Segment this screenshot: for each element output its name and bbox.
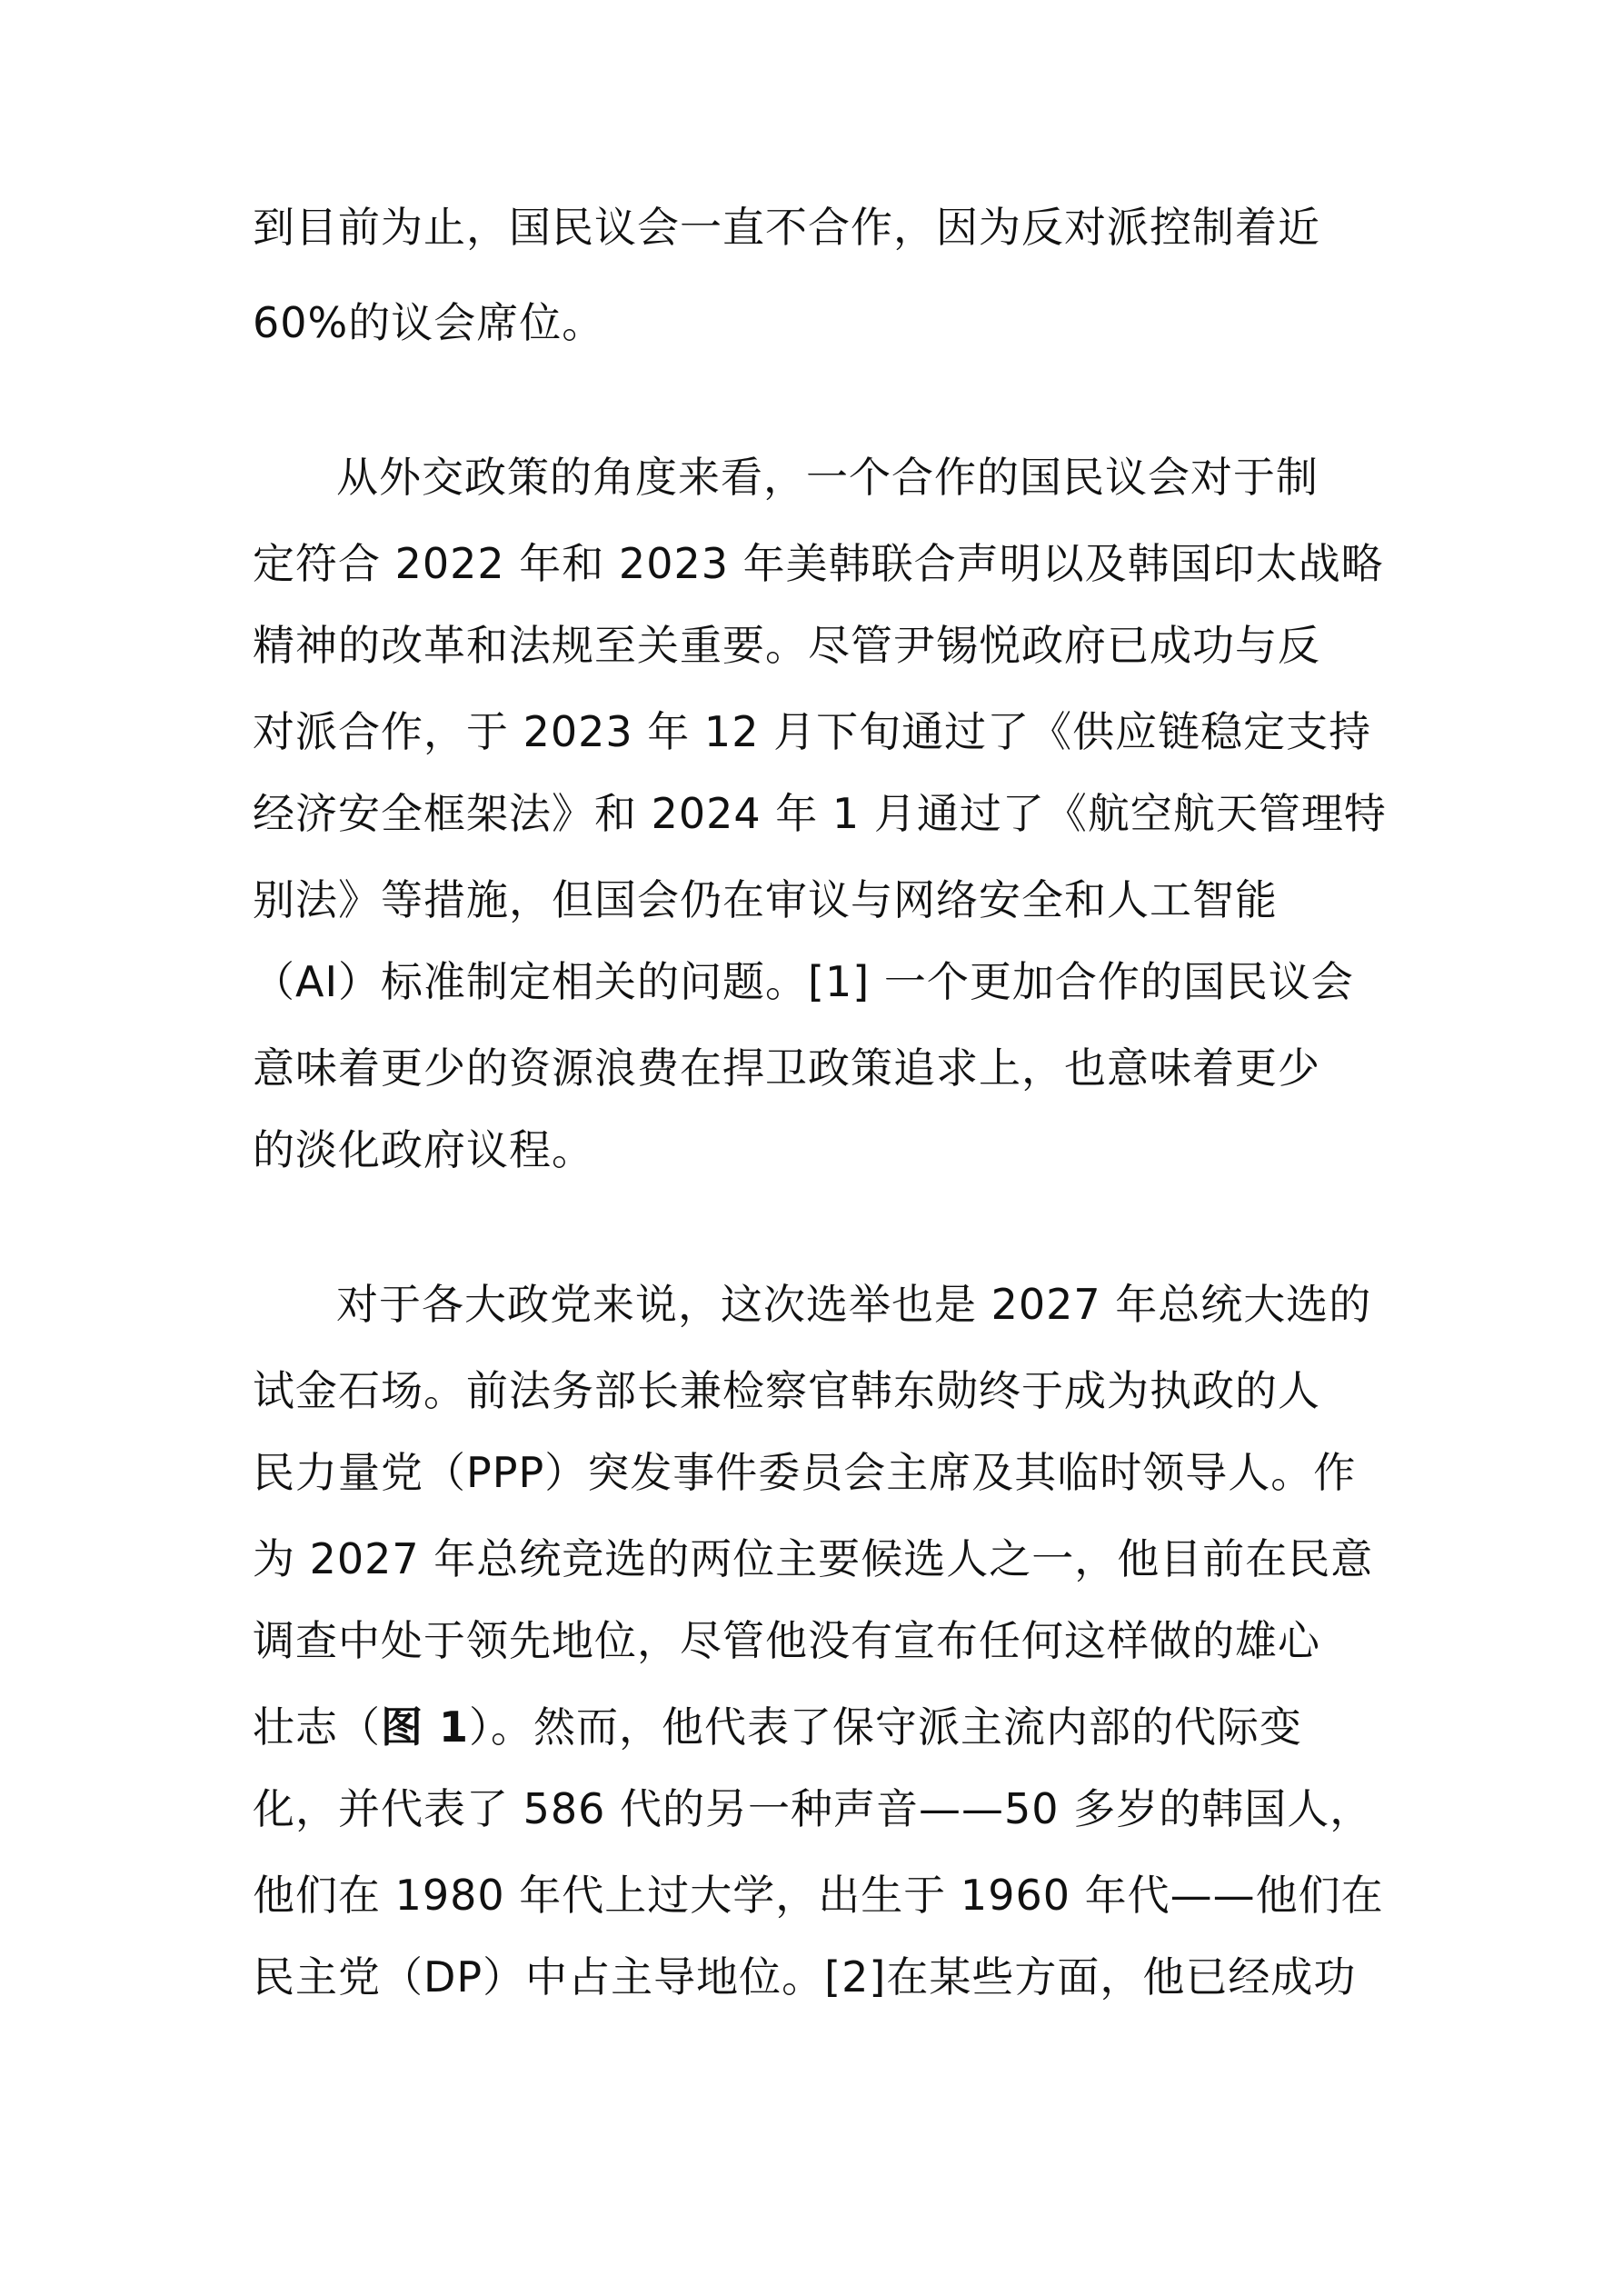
paragraph-1-line-2: 60%的议会席位。 bbox=[253, 298, 605, 347]
paragraph-2-line-3: 精神的改革和法规至关重要。尽管尹锡悦政府已成功与反 bbox=[253, 621, 1320, 670]
paragraph-3-line-2: 试金石场。前法务部长兼检察官韩东勋终于成为执政的人 bbox=[253, 1366, 1320, 1415]
paragraph-2-line-2: 定符合 2022 年和 2023 年美韩联合声明以及韩国印太战略 bbox=[253, 539, 1384, 588]
figure-reference: 图 1 bbox=[381, 1702, 470, 1752]
paragraph-2-line-1: 从外交政策的角度来看，一个合作的国民议会对于制 bbox=[336, 453, 1319, 502]
paragraph-3-line-4: 为 2027 年总统竞选的两位主要候选人之一，他目前在民意 bbox=[253, 1534, 1374, 1583]
paragraph-3-line-7: 化，并代表了 586 代的另一种声音——50 多岁的韩国人， bbox=[253, 1784, 1373, 1833]
paragraph-2-line-9: 的淡化政府议程。 bbox=[253, 1125, 594, 1174]
text-segment: 壮志（ bbox=[253, 1702, 381, 1752]
paragraph-2-line-6: 别法》等措施，但国会仍在审议与网络安全和人工智能 bbox=[253, 875, 1278, 924]
paragraph-2-line-4: 对派合作，于 2023 年 12 月下旬通过了《供应链稳定支持 bbox=[253, 707, 1372, 756]
paragraph-3-line-6 bbox=[253, 1700, 1379, 1754]
text-segment: ）。然而，他代表了保守派主流内部的代际变 bbox=[469, 1702, 1303, 1752]
paragraph-3-line-8: 他们在 1980 年代上过大学，出生于 1960 年代——他们在 bbox=[253, 1871, 1384, 1920]
paragraph-2-line-7: （AI）标准制定相关的问题。[1] 一个更加合作的国民议会 bbox=[253, 957, 1354, 1006]
paragraph-1-line-1: 到目前为止，国民议会一直不合作，因为反对派控制着近 bbox=[253, 203, 1320, 252]
paragraph-3-line-1: 对于各大政党来说，这次选举也是 2027 年总统大选的 bbox=[336, 1280, 1372, 1329]
paragraph-3-line-3: 民力量党（PPP）突发事件委员会主席及其临时领导人。作 bbox=[253, 1448, 1357, 1497]
paragraph-3-line-9: 民主党（DP）中占主导地位。[2]在某些方面，他已经成功 bbox=[253, 1952, 1357, 2002]
paragraph-2-line-8: 意味着更少的资源浪费在捍卫政策追求上，也意味着更少 bbox=[253, 1043, 1320, 1093]
paragraph-2-line-5: 经济安全框架法》和 2024 年 1 月通过了《航空航天管理特 bbox=[253, 789, 1387, 838]
paragraph-3-line-5: 调查中处于领先地位，尽管他没有宣布任何这样做的雄心 bbox=[253, 1616, 1320, 1665]
